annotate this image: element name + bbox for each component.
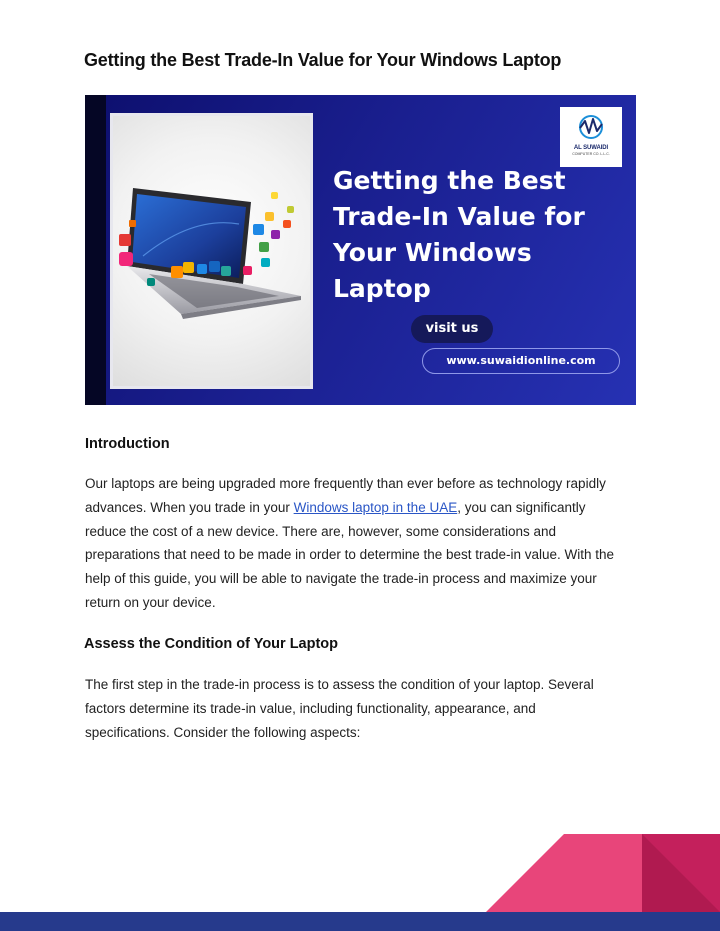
paragraph-line: The first step in the trade-in process is to assess the condition of your laptop. Several [85, 677, 594, 692]
paragraph-line: , you can significantly [457, 499, 586, 515]
paragraph-line: reduce the cost of a new device. There are, however, some considerations and [85, 523, 557, 539]
paragraph-line: specifications. Consider the following aspects: [85, 724, 361, 740]
paragraph-line: factors determine its trade-in value, including functionality, appearance, and [85, 700, 536, 716]
paragraph-line: return on your device. [85, 594, 216, 610]
paragraph-line: help of this guide, you will be able to navigate the trade-in process and maximize your [85, 571, 597, 587]
introduction-heading: Introduction [85, 436, 170, 452]
banner-heading-line: Laptop [333, 274, 431, 303]
corner-decoration-left [486, 834, 642, 912]
banner-heading-line: Getting the Best [333, 166, 566, 195]
logo-subtitle: COMPUTER CO. L.L.C. [572, 152, 610, 156]
logo-name: AL SUWAIDI [573, 145, 609, 151]
paragraph-line: advances. When you trade in your [85, 499, 294, 515]
banner-heading-line: Trade-In Value for [333, 202, 585, 231]
assess-condition-heading: Assess the Condition of Your Laptop [84, 636, 339, 652]
website-url[interactable]: www.suwaidionline.com [422, 348, 620, 374]
footer-bar [0, 912, 720, 931]
paragraph-line: preparations that need to be made in order to determine the best trade-in value. With the [85, 547, 615, 563]
paragraph-line: Our laptops are being upgraded more frequently than ever before as technology rapidly [85, 476, 606, 491]
page-title: Getting the Best Trade-In Value for Your Windows Laptop [84, 50, 562, 70]
windows-laptop-uae-link[interactable]: Windows laptop in the UAE [293, 499, 458, 515]
banner-heading-line: Your Windows [333, 238, 532, 267]
visit-us-button[interactable]: visit us [411, 315, 493, 343]
